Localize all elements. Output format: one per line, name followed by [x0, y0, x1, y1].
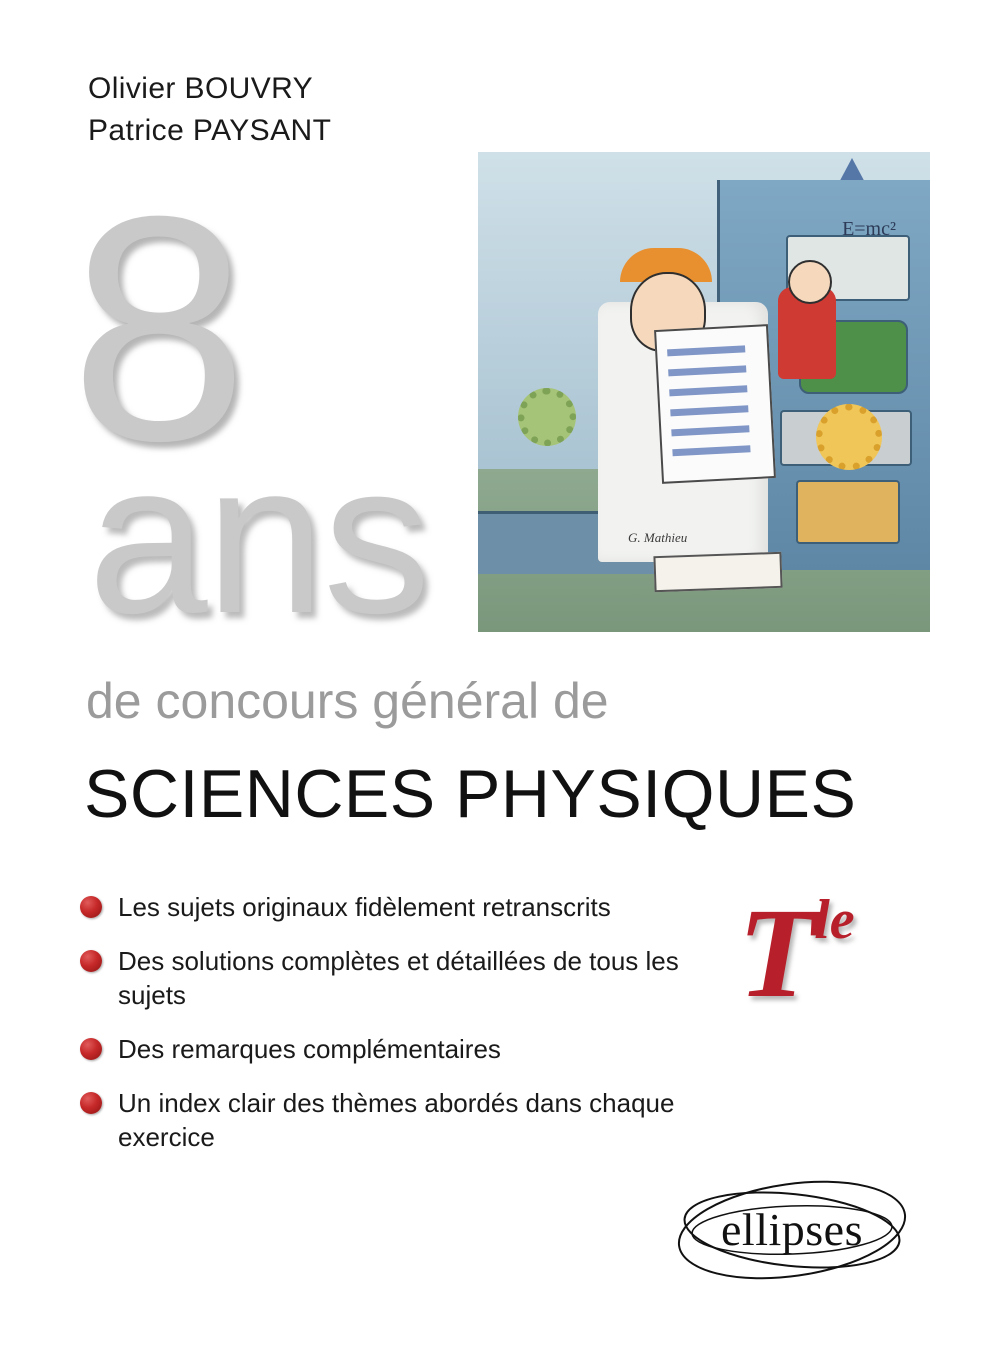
- publisher-logo: [672, 1160, 912, 1300]
- list-item: [80, 890, 680, 924]
- page-title: SCIENCES PHYSIQUES: [84, 756, 857, 832]
- open-notebook: [653, 552, 782, 592]
- gear-icon: [816, 404, 882, 470]
- level-badge-letter: T: [738, 882, 815, 1024]
- assistant-head: [788, 260, 832, 304]
- author-name-2: Patrice PAYSANT: [88, 114, 332, 147]
- big-word-ans: ans: [88, 417, 429, 658]
- author-name-1: Olivier BOUVRY: [88, 72, 314, 105]
- artist-signature: G. Mathieu: [628, 530, 688, 545]
- feature-text: Des remarques complémentaires: [118, 1034, 501, 1064]
- bullet-dot-icon: [80, 950, 102, 972]
- list-item: [80, 944, 680, 1012]
- bullet-dot-icon: [80, 1092, 102, 1114]
- list-item: [80, 1086, 680, 1154]
- machine-panel-orange: [796, 480, 900, 544]
- gear-icon: [518, 388, 576, 446]
- bullet-dot-icon: [80, 1038, 102, 1060]
- features-list: [80, 890, 680, 1174]
- big-number-8: 8: [70, 149, 244, 507]
- feature-text: Des solutions complètes et détaillées de tous les sujets: [118, 946, 679, 1010]
- level-badge: [738, 880, 855, 1027]
- list-item: [80, 1032, 680, 1066]
- bullet-dot-icon: [80, 896, 102, 918]
- level-badge-suffix: le: [814, 889, 855, 951]
- feature-text: Les sujets originaux fidèlement retranscrits: [118, 892, 611, 922]
- cover-illustration: [478, 152, 930, 632]
- feature-text: Un index clair des thèmes abordés dans chaque exercice: [118, 1088, 675, 1152]
- publisher-name: ellipses: [721, 1204, 863, 1255]
- formula-label: E=mc²: [842, 218, 896, 240]
- cover-subtitle: de concours général de: [86, 673, 609, 729]
- authors-block: [88, 68, 331, 152]
- equation-sheet: [654, 324, 776, 484]
